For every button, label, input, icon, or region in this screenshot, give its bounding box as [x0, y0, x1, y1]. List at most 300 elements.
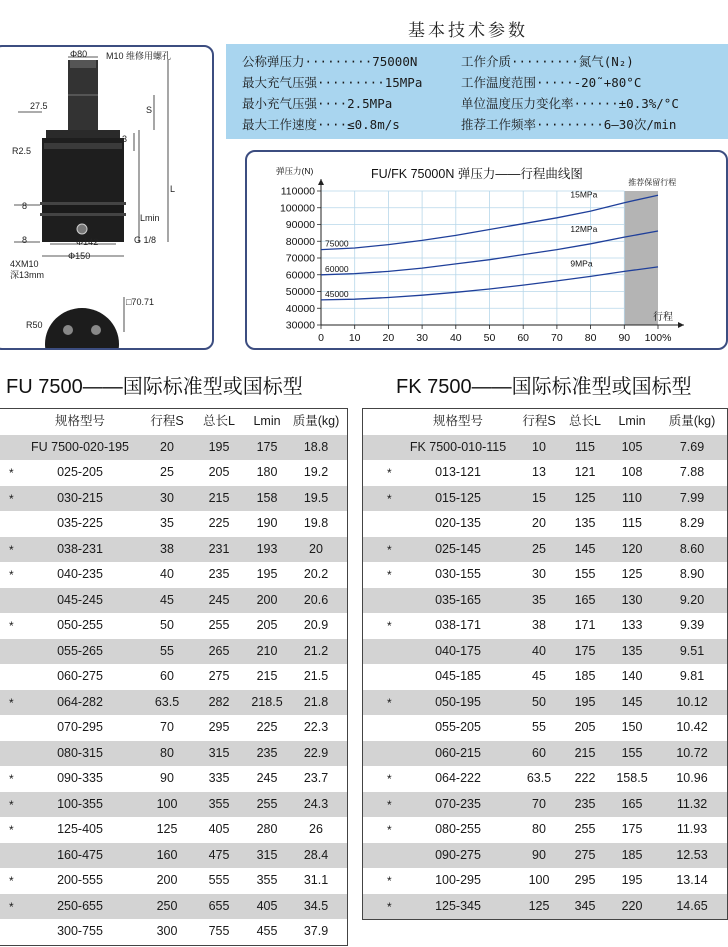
table-cell-lmin: 145: [621, 694, 643, 709]
table-row: [363, 868, 727, 894]
recommended-marker: *: [387, 899, 392, 914]
fk-header-cell: Lmin: [618, 414, 646, 428]
table-row: [0, 919, 347, 945]
table-cell-s: 35: [160, 516, 174, 530]
table-cell-mass: 20.2: [303, 567, 329, 581]
table-cell-l: 255: [208, 618, 230, 632]
fu-table: [0, 408, 348, 946]
table-cell-mass: 19.5: [303, 490, 329, 505]
table-row: [363, 511, 727, 537]
table-cell-model: 055-265: [57, 643, 103, 658]
x-tick-label: 100%: [644, 332, 672, 344]
fu-header-row: [0, 409, 347, 435]
table-row: [0, 511, 347, 537]
table-cell-lmin: 405: [256, 898, 278, 913]
y-tick-label: 80000: [285, 235, 315, 248]
fk-header-cell: 行程S: [522, 414, 556, 428]
table-cell-l: 205: [208, 465, 230, 479]
table-cell-mass: 10.42: [676, 720, 708, 734]
table-row: [0, 894, 347, 920]
spec-item: 最小充气压强····2.5MPa: [242, 96, 393, 111]
table-cell-lmin: 140: [621, 669, 643, 683]
x-tick-label: 60: [517, 332, 530, 344]
table-cell-s: 45: [532, 669, 546, 683]
table-cell-mass: 31.1: [303, 873, 329, 887]
table-cell-model: 064-222: [435, 771, 481, 785]
table-row: [363, 894, 727, 920]
table-cell-model: 045-185: [435, 669, 481, 683]
recommended-marker: *: [387, 695, 392, 710]
table-cell-mass: 12.53: [676, 847, 708, 862]
recommended-marker: *: [9, 568, 14, 582]
table-cell-l: 475: [208, 847, 230, 862]
table-cell-mass: 37.9: [303, 924, 329, 938]
table-cell-mass: 19.8: [303, 516, 329, 530]
table-row: [0, 639, 347, 665]
table-cell-s: 25: [532, 541, 546, 556]
table-row: [0, 792, 347, 818]
spec-box: [226, 44, 728, 139]
reserved-stroke-label: 推荐保留行程: [628, 178, 677, 187]
table-row: [363, 639, 727, 665]
table-row: [363, 486, 727, 512]
table-row: [0, 664, 347, 690]
recommended-marker: *: [9, 772, 14, 786]
table-cell-mass: 34.5: [303, 898, 329, 913]
table-cell-lmin: 225: [256, 720, 278, 734]
table-cell-lmin: 158: [256, 490, 278, 505]
table-row: [363, 588, 727, 614]
table-cell-s: 125: [528, 898, 550, 913]
table-cell-s: 90: [532, 847, 546, 862]
table-cell-model: 040-235: [57, 567, 103, 581]
cylinder-drawing: [0, 47, 214, 350]
x-tick-label: 10: [348, 332, 361, 344]
table-cell-s: 80: [532, 822, 546, 836]
table-cell-mass: 20.9: [303, 618, 329, 632]
x-tick-label: 70: [551, 332, 563, 344]
recommended-marker: *: [387, 542, 392, 557]
table-cell-model: 100-295: [435, 873, 481, 887]
table-row: [0, 588, 347, 614]
table-row: [363, 460, 727, 486]
fk-header-row: [363, 409, 727, 435]
table-cell-mass: 14.65: [676, 898, 708, 913]
table-cell-lmin: 155: [621, 745, 643, 760]
table-cell-s: 70: [160, 720, 174, 734]
table-cell-lmin: 130: [621, 592, 643, 607]
gas-port: [77, 224, 87, 234]
label-g18: G 1/8: [134, 235, 157, 245]
table-cell-lmin: 205: [256, 618, 278, 632]
fk-header-cell: 规格型号: [432, 414, 483, 428]
force-stroke-chart: [247, 152, 728, 350]
table-cell-lmin: 158.5: [616, 771, 648, 785]
table-cell-l: 315: [208, 745, 230, 760]
table-cell-mass: 9.39: [679, 618, 705, 632]
fu-header-cell: 规格型号: [54, 414, 105, 428]
table-cell-l: 175: [574, 643, 596, 658]
series-end-label: 9MPa: [570, 258, 593, 269]
recommended-marker: *: [9, 797, 14, 812]
table-cell-lmin: 190: [256, 516, 278, 530]
table-cell-s: 100: [528, 873, 550, 887]
recommended-marker: *: [9, 899, 14, 914]
table-cell-model: 100-355: [57, 796, 103, 811]
spec-item: 最大充气压强·········15MPa: [242, 75, 423, 90]
table-cell-l: 275: [574, 847, 596, 862]
table-cell-mass: 7.88: [679, 465, 705, 479]
table-cell-mass: 20: [309, 541, 323, 556]
table-cell-model: 013-121: [435, 465, 481, 479]
table-cell-lmin: 115: [622, 516, 642, 530]
table-cell-s: 160: [156, 847, 178, 862]
table-cell-lmin: 175: [256, 439, 278, 454]
table-cell-l: 755: [208, 924, 230, 938]
table-cell-s: 25: [160, 465, 174, 479]
recommended-marker: *: [9, 619, 14, 633]
table-cell-s: 90: [160, 771, 174, 785]
table-cell-mass: 10.72: [676, 745, 708, 760]
fu-header-cell: Lmin: [253, 414, 281, 428]
table-cell-model: 064-282: [57, 694, 103, 709]
table-cell-lmin: 185: [621, 847, 643, 862]
table-row: [0, 613, 347, 639]
table-cell-model: 045-245: [57, 592, 103, 607]
table-row: [363, 843, 727, 869]
spec-item: 推荐工作频率·········6—30次/min: [461, 117, 677, 132]
table-cell-s: 55: [160, 643, 174, 658]
table-cell-model: 090-275: [435, 847, 481, 862]
table-cell-model: 060-275: [57, 669, 103, 683]
series-start-label: 75000: [325, 238, 349, 249]
fk-header-cell: 总长L: [569, 414, 601, 428]
table-cell-mass: 21.2: [303, 643, 329, 658]
table-cell-l: 235: [574, 796, 596, 811]
table-cell-model: 250-655: [57, 898, 103, 913]
fu-table-title: FU 7500——国际标准型或国标型: [6, 376, 303, 398]
table-cell-mass: 9.51: [679, 643, 705, 658]
label-27-5: 27.5: [30, 101, 48, 111]
fk-table-title: FK 7500——国际标准型或国标型: [396, 376, 692, 398]
table-cell-lmin: 220: [621, 898, 643, 913]
table-cell-lmin: 120: [621, 541, 643, 556]
table-cell-l: 335: [208, 771, 230, 785]
table-cell-lmin: 245: [256, 771, 278, 785]
table-cell-mass: 24.3: [303, 796, 329, 811]
table-cell-lmin: 218.5: [251, 694, 283, 709]
label-square: □70.71: [126, 297, 154, 307]
table-cell-mass: 19.2: [303, 465, 329, 479]
table-row: [363, 715, 727, 741]
series-start-label: 60000: [325, 263, 349, 274]
y-tick-label: 90000: [285, 219, 315, 231]
table-cell-s: 13: [532, 465, 546, 479]
table-row: [363, 664, 727, 690]
table-cell-mass: 8.60: [679, 541, 705, 556]
recommended-marker: *: [387, 619, 392, 633]
table-row: [0, 817, 347, 843]
table-row: [363, 766, 727, 792]
spec-item: 公称弹压力·········75000N: [242, 54, 418, 69]
label-3: 3: [122, 134, 128, 144]
y-tick-label: 70000: [285, 252, 315, 265]
table-cell-lmin: 195: [256, 567, 278, 581]
table-cell-l: 405: [208, 822, 230, 836]
table-cell-mass: 10.96: [676, 771, 708, 785]
table-cell-lmin: 315: [256, 847, 278, 862]
series-start-label: 45000: [325, 288, 349, 299]
table-cell-mass: 7.99: [679, 490, 705, 505]
table-cell-model: 080-315: [57, 745, 103, 760]
table-cell-mass: 18.8: [303, 439, 329, 454]
label-phi150: Φ150: [68, 251, 91, 261]
table-row: [363, 741, 727, 767]
spec-item: 工作介质·········氮气(N₂): [461, 54, 634, 69]
recommended-marker: *: [9, 466, 14, 480]
table-cell-l: 275: [208, 669, 230, 683]
table-cell-model: 030-215: [57, 490, 103, 505]
table-cell-s: 200: [156, 873, 178, 887]
recommended-marker: *: [9, 491, 14, 506]
chart-title: FU/FK 75000N 弹压力——行程曲线图: [371, 167, 583, 181]
table-cell-model: 160-475: [57, 847, 103, 862]
x-tick-label: 40: [449, 332, 462, 344]
table-cell-lmin: 280: [256, 822, 278, 836]
table-cell-s: 15: [532, 490, 546, 505]
recommended-marker: *: [387, 466, 392, 480]
table-cell-s: 100: [156, 796, 178, 811]
table-row: [0, 460, 347, 486]
table-cell-model: 060-215: [435, 745, 481, 760]
y-tick-label: 60000: [285, 269, 315, 282]
table-cell-mass: 9.20: [679, 592, 705, 607]
table-cell-l: 355: [208, 796, 230, 811]
table-cell-model: 035-165: [435, 592, 481, 607]
technical-drawing-panel: [0, 45, 214, 350]
table-cell-l: 125: [574, 490, 596, 505]
table-cell-lmin: 180: [256, 465, 278, 479]
x-tick-label: 30: [416, 332, 428, 344]
y-tick-label: 110000: [280, 185, 315, 198]
spec-title: 基本技术参数: [408, 21, 528, 41]
table-row: [0, 435, 347, 461]
table-cell-s: 70: [532, 796, 546, 811]
x-tick-label: 90: [618, 332, 631, 344]
table-cell-mass: 22.9: [303, 745, 329, 760]
recommended-marker: *: [387, 874, 392, 888]
table-cell-lmin: 195: [621, 873, 643, 887]
table-cell-mass: 21.5: [303, 669, 329, 683]
table-cell-model: 055-205: [435, 720, 481, 734]
table-cell-model: 200-555: [57, 873, 103, 887]
table-cell-l: 215: [208, 490, 230, 505]
y-tick-label: 30000: [285, 319, 315, 332]
table-cell-l: 195: [208, 439, 230, 454]
table-cell-model: 040-175: [435, 643, 481, 658]
table-cell-model: 050-255: [57, 618, 103, 632]
label-lmin: Lmin: [140, 213, 160, 223]
table-cell-l: 135: [574, 516, 596, 530]
table-cell-lmin: 210: [256, 643, 278, 658]
table-cell-s: 20: [160, 439, 174, 454]
table-cell-l: 231: [208, 541, 230, 556]
table-cell-lmin: 133: [621, 618, 643, 632]
table-row: [0, 562, 347, 588]
reserved-stroke-region: [624, 191, 658, 325]
table-cell-model: 038-231: [57, 541, 103, 556]
label-holes: 4XM10: [10, 259, 39, 269]
spec-item: 最大工作速度····≤0.8m/s: [242, 117, 400, 132]
recommended-marker: *: [9, 695, 14, 710]
fu-header-cell: 质量(kg): [292, 414, 340, 428]
fk-table: [362, 408, 728, 920]
table-cell-model: 050-195: [435, 694, 481, 709]
table-cell-model: FK 7500-010-115: [409, 439, 507, 454]
y-tick-label: 40000: [285, 302, 315, 315]
table-cell-model: 038-171: [435, 618, 481, 632]
table-cell-s: 40: [532, 643, 546, 658]
table-cell-model: 020-135: [435, 516, 481, 530]
table-cell-l: 115: [575, 439, 595, 454]
label-m10: M10 维修用螺孔: [106, 51, 172, 61]
table-cell-model: 090-335: [57, 771, 103, 785]
table-row: [0, 741, 347, 767]
recommended-marker: *: [387, 772, 392, 786]
table-cell-l: 265: [208, 643, 230, 658]
x-tick-label: 20: [382, 332, 395, 344]
table-cell-l: 295: [574, 873, 596, 887]
table-cell-l: 222: [574, 771, 596, 785]
table-cell-s: 20: [532, 516, 546, 530]
table-cell-mass: 13.14: [676, 873, 708, 887]
table-cell-mass: 20.6: [303, 592, 329, 607]
table-cell-lmin: 193: [256, 541, 278, 556]
table-cell-l: 171: [574, 618, 596, 632]
table-cell-model: 070-235: [435, 796, 481, 811]
table-cell-l: 185: [574, 669, 596, 683]
label-phi142: Φ142: [76, 237, 99, 247]
table-cell-s: 63.5: [526, 771, 552, 785]
chart-panel: [245, 150, 728, 350]
table-cell-lmin: 165: [621, 796, 643, 811]
base-view: [45, 308, 119, 350]
table-cell-mass: 11.32: [676, 796, 708, 811]
recommended-marker: *: [9, 874, 14, 888]
table-row: [363, 435, 727, 461]
table-cell-s: 38: [160, 541, 174, 556]
recommended-marker: *: [9, 542, 14, 557]
table-cell-l: 282: [208, 694, 230, 709]
table-cell-lmin: 255: [256, 796, 278, 811]
table-cell-lmin: 175: [621, 822, 643, 836]
table-cell-l: 165: [574, 592, 596, 607]
table-cell-l: 205: [574, 720, 596, 734]
table-cell-lmin: 125: [621, 567, 643, 581]
fu-header-cell: 行程S: [150, 414, 184, 428]
table-row: [363, 537, 727, 563]
table-cell-lmin: 200: [256, 592, 278, 607]
table-cell-l: 225: [208, 516, 230, 530]
series-end-label: 12MPa: [570, 224, 598, 235]
label-depth: 深13mm: [10, 270, 45, 280]
table-cell-model: 030-155: [435, 567, 481, 581]
table-cell-s: 60: [160, 669, 174, 683]
table-cell-l: 255: [574, 822, 596, 836]
x-tick-label: 50: [483, 332, 496, 344]
table-row: [0, 690, 347, 716]
table-cell-s: 30: [532, 567, 546, 581]
table-cell-l: 145: [574, 541, 596, 556]
table-cell-lmin: 215: [256, 669, 278, 683]
recommended-marker: *: [387, 568, 392, 582]
table-cell-s: 50: [532, 694, 546, 709]
label-r50: R50: [26, 320, 43, 330]
table-cell-mass: 22.3: [303, 720, 329, 734]
table-row: [363, 690, 727, 716]
label-s: S: [146, 105, 153, 115]
table-cell-lmin: 355: [256, 873, 278, 887]
y-axis-arrow: [318, 179, 324, 185]
table-cell-l: 295: [208, 720, 230, 734]
recommended-marker: *: [387, 823, 392, 837]
table-cell-l: 345: [574, 898, 596, 913]
label-l: L: [170, 184, 176, 194]
table-cell-s: 40: [160, 567, 174, 581]
label-8-top: 8: [22, 201, 28, 211]
table-cell-l: 555: [208, 873, 230, 887]
table-cell-mass: 26: [309, 822, 323, 836]
table-cell-mass: 28.4: [303, 847, 329, 862]
table-cell-s: 50: [160, 618, 174, 632]
fk-header-cell: 质量(kg): [668, 414, 716, 428]
table-cell-s: 35: [532, 592, 546, 607]
x-tick-label: 0: [318, 332, 324, 344]
y-axis-title: 弹压力(N): [276, 166, 314, 176]
table-cell-l: 235: [208, 567, 230, 581]
table-row: [0, 486, 347, 512]
label-8-bottom: 8: [22, 235, 28, 245]
table-cell-mass: 10.12: [676, 694, 708, 709]
table-cell-model: 035-225: [57, 516, 103, 530]
table-cell-l: 121: [574, 465, 596, 479]
y-tick-label: 100000: [279, 202, 315, 215]
table-cell-s: 10: [532, 439, 546, 454]
table-cell-model: FU 7500-020-195: [31, 439, 129, 454]
table-cell-model: 080-255: [435, 822, 481, 836]
table-cell-l: 155: [574, 567, 596, 581]
table-cell-s: 45: [160, 592, 174, 607]
table-cell-mass: 8.29: [679, 516, 705, 530]
table-cell-mass: 11.93: [676, 822, 708, 836]
table-cell-s: 38: [532, 618, 546, 632]
label-phi80: Φ80: [70, 49, 88, 59]
y-tick-label: 50000: [285, 286, 315, 298]
table-row: [0, 766, 347, 792]
table-cell-lmin: 135: [621, 643, 643, 658]
table-row: [0, 843, 347, 869]
table-cell-s: 30: [160, 490, 174, 505]
table-row: [0, 715, 347, 741]
table-cell-l: 215: [574, 745, 596, 760]
spec-item: 单位温度压力变化率······±0.3%/°C: [461, 96, 679, 111]
fu-header-cell: 总长L: [203, 414, 235, 428]
table-cell-s: 250: [156, 898, 178, 913]
table-row: [363, 792, 727, 818]
table-cell-s: 60: [532, 745, 546, 760]
x-tick-label: 80: [584, 332, 597, 344]
table-cell-mass: 23.7: [303, 771, 329, 785]
